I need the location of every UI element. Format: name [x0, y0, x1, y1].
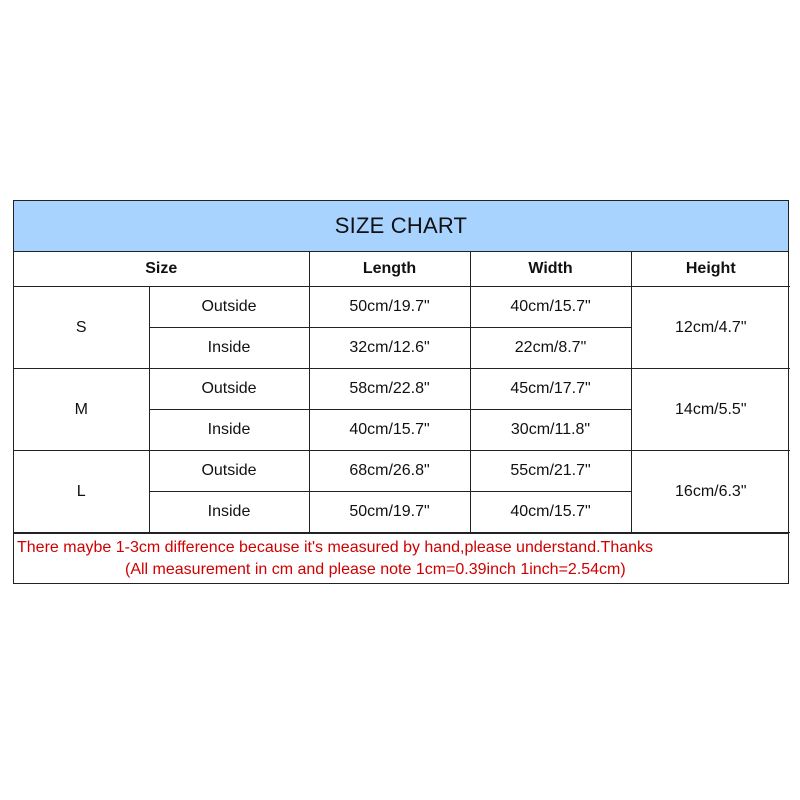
length-cell: 58cm/22.8" — [309, 369, 470, 410]
size-cell: L — [14, 451, 149, 533]
header-length: Length — [309, 252, 470, 287]
unit-conversion-note: (All measurement in cm and please note 1cm=0.39inch 1inch=2.54cm) — [125, 561, 626, 578]
measurement-disclaimer: There maybe 1-3cm difference because it's measured by hand,please understand.Thanks — [17, 539, 654, 556]
length-cell: 32cm/12.6" — [309, 328, 470, 369]
table-row — [14, 369, 790, 410]
width-cell: 55cm/21.7" — [470, 451, 631, 492]
position-cell: Outside — [149, 287, 309, 328]
notes-section — [14, 533, 788, 583]
size-chart — [13, 200, 789, 584]
length-cell: 68cm/26.8" — [309, 451, 470, 492]
position-cell: Inside — [149, 492, 309, 533]
width-cell: 40cm/15.7" — [470, 287, 631, 328]
header-row — [14, 252, 790, 287]
chart-title: SIZE CHART — [14, 201, 788, 252]
height-cell: 14cm/5.5" — [631, 369, 790, 451]
header-size: Size — [14, 252, 309, 287]
position-cell: Inside — [149, 328, 309, 369]
width-cell: 40cm/15.7" — [470, 492, 631, 533]
length-cell: 40cm/15.7" — [309, 410, 470, 451]
position-cell: Outside — [149, 369, 309, 410]
width-cell: 45cm/17.7" — [470, 369, 631, 410]
size-cell: S — [14, 287, 149, 369]
height-cell: 12cm/4.7" — [631, 287, 790, 369]
height-cell: 16cm/6.3" — [631, 451, 790, 533]
header-width: Width — [470, 252, 631, 287]
size-cell: M — [14, 369, 149, 451]
width-cell: 30cm/11.8" — [470, 410, 631, 451]
table-row — [14, 287, 790, 328]
table-row — [14, 451, 790, 492]
size-table — [14, 252, 790, 533]
position-cell: Outside — [149, 451, 309, 492]
position-cell: Inside — [149, 410, 309, 451]
header-height: Height — [631, 252, 790, 287]
length-cell: 50cm/19.7" — [309, 287, 470, 328]
width-cell: 22cm/8.7" — [470, 328, 631, 369]
length-cell: 50cm/19.7" — [309, 492, 470, 533]
